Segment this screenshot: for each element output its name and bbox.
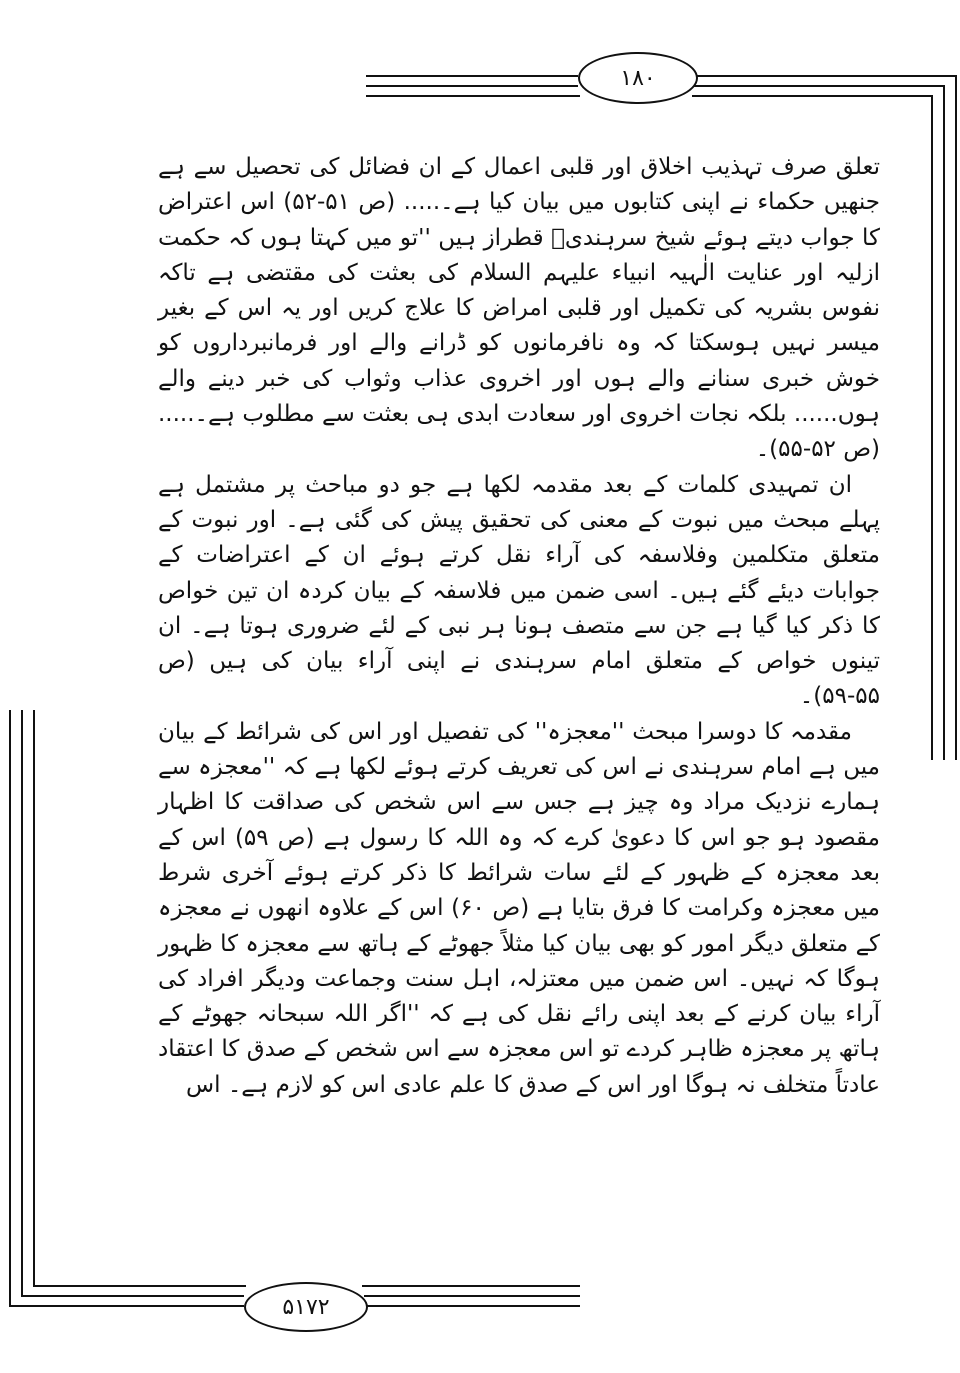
page-number-top: ۱۸۰ bbox=[578, 52, 698, 104]
body-text bbox=[158, 150, 880, 1103]
paragraph-1: تعلق صرف تہذیب اخلاق اور قلبی اعمال کے ان فضائل کی تحصیل سے ہے جنھیں حکماء نے اپنی کتابوں میں بیان کیا ہے۔..... (ص ۵۱-۵۲) اس اعتراض کا جواب دیتے ہوئے شیخ سرہندیؒ قطراز ہیں ''تو میں کہتا ہوں کہ حکمت ازلیہ اور عنایت الٰہیہ انبیاء علیہم السلام کی بعثت کی مقتضی ہے تاکہ نفوس بشریہ کی تکمیل اور قلبی امراض کا علاج کریں اور یہ اس کے بغیر میسر نہیں ہوسکتا کہ وہ نافرمانوں کو ڈرانے والے اور فرمانبرداروں کو خوش خبری سنانے والے ہوں اور اخروی عذاب وثواب کی خبر دینے والے ہوں...... بلکہ نجات اخروی اور سعادت ابدی ہی بعثت سے مطلوب ہے۔..... (ص ۵۲-۵۵)۔ bbox=[158, 154, 880, 463]
paragraph-3: مقدمہ کا دوسرا مبحث ''معجزہ'' کی تفصیل اور اس کی شرائط کے بیان میں ہے امام سرہندی نے اس کی تعریف کرتے ہوئے لکھا ہے کہ ''معجزہ سے ہمارے نزدیک مراد وہ چیز ہے جس سے اس شخص کی صداقت کا اظہار مقصود ہو جو اس کا دعویٰ کرے کہ وہ اللہ کا رسول ہے (ص ۵۹) اس کے بعد معجزہ کے ظہور کے لئے سات شرائط کا ذکر کرتے ہوئے آخری شرط میں معجزہ وکرامت کا فرق بتایا ہے (ص ۶۰) اس کے علاوہ انھوں نے معجزہ کے متعلق دیگر امور کو بھی بیان کیا مثلاً جھوٹے کے ہاتھ سے معجزہ کا ظہور ہوگا کہ نہیں۔ اس ضمن میں معتزلہ، اہل سنت وجماعت ودیگر افراد کی آراء بیان کرنے کے بعد اپنی رائے نقل کی ہے کہ ''اگر اللہ سبحانہ جھوٹے کے ہاتھ پر معجزہ ظاہر کردے تو اس معجزہ سے اس شخص کے صدق کا اعتقاد عادتاً متخلف نہ ہوگا اور اس کے صدق کا علم عادی اس کو لازم ہے۔ اس bbox=[158, 718, 880, 1098]
paragraph-2: ان تمہیدی کلمات کے بعد مقدمہ لکھا ہے جو دو مباحث پر مشتمل ہے پہلے مبحث میں نبوت کے معنی کی تحقیق پیش کی گئی ہے۔ اور نبوت کے متعلق متکلمین وفلاسفہ کی آراء نقل کرتے ہوئے ان کے اعتراضات کے جوابات دیئے گئے ہیں۔ اسی ضمن میں فلاسفہ کے بیان کردہ ان تین خواص کا ذکر کیا گیا ہے جن سے متصف ہونا ہر نبی کے لئے ضروری ہوتا ہے۔ ان تینوں خواص کے متعلق امام سرہندی نے اپنی آراء بیان کی ہیں (ص ۵۵-۵۹)۔ bbox=[158, 471, 880, 710]
page-number-bottom: ۵۱۷۲ bbox=[244, 1282, 368, 1332]
